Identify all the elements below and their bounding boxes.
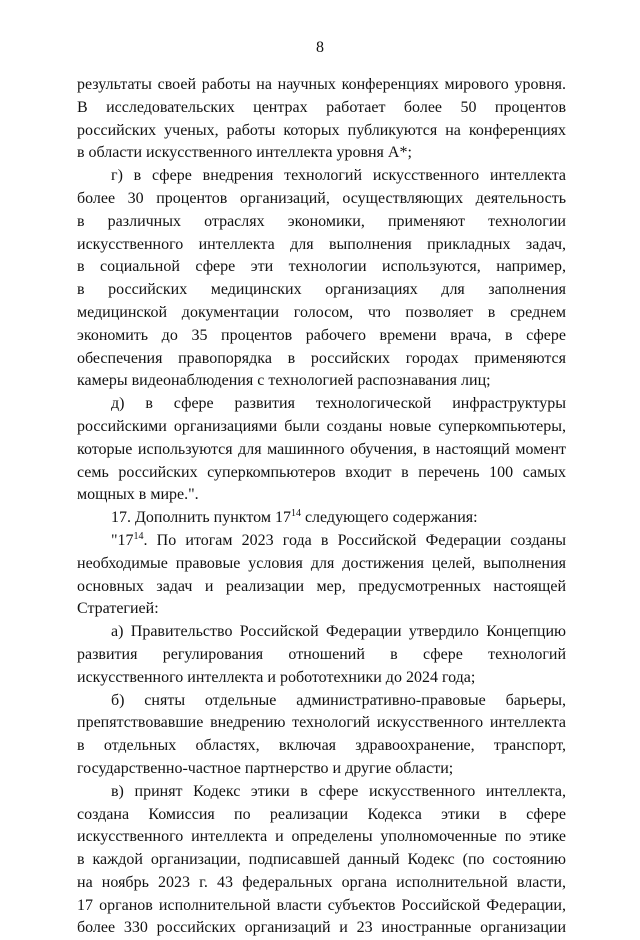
line-text: г) в сфере внедрения технологий искусственного интеллекта (111, 167, 566, 185)
line-text-tail: следующего содержания: (300, 509, 478, 527)
line-text: препятствовавшие внедрению технологий искусственного интеллекта (77, 714, 566, 732)
text-line (77, 256, 566, 279)
line-text: на ноябрь 2023 г. 43 федеральных органа исполнительной власти, (77, 873, 566, 891)
text-line (77, 553, 566, 576)
line-text: российских ученых, работы которых публикуются на конференциях (77, 121, 566, 139)
text-line (77, 735, 566, 758)
text-line (77, 598, 566, 621)
text-line (77, 74, 566, 97)
text-line (77, 895, 566, 918)
text-line (77, 234, 566, 257)
text-line (77, 826, 566, 849)
line-text: в отдельных областях, включая здравоохранение, транспорт, (77, 737, 566, 755)
line-text-tail: . По итогам 2023 года в Российской Федерации созданы (143, 531, 566, 549)
line-text: экономить до 35 процентов рабочего времени врача, в сфере (77, 326, 566, 344)
superscript: 14 (290, 508, 301, 520)
text-line (77, 211, 566, 234)
line-text: в различных отраслях экономики, применяют технологии (77, 212, 566, 230)
line-text: которые используются для машинного обучения, в настоящий момент (77, 440, 566, 458)
text-line (77, 188, 566, 211)
text-line (77, 439, 566, 462)
line-text: результаты своей работы на научных конференциях мирового уровня. (77, 76, 566, 93)
superscript: 14 (133, 530, 144, 542)
text-line (77, 484, 566, 507)
line-text: д) в сфере развития технологической инфраструктуры (111, 395, 566, 413)
text-line (77, 393, 566, 416)
line-text: искусственного интеллекта для выполнения прикладных задач, (77, 235, 566, 253)
line-text: необходимые правовые условия для достижения целей, выполнения (77, 554, 566, 572)
text-line (77, 279, 566, 302)
text-line (77, 576, 566, 599)
text-line (77, 644, 566, 667)
line-text: развития регулирования отношений в сфере технологий (77, 645, 566, 663)
line-text: "17 (111, 531, 134, 549)
text-line (77, 302, 566, 325)
line-text: б) сняты отдельные административно-правовые барьеры, (111, 691, 566, 709)
text-line (77, 917, 566, 940)
line-text: искусственного интеллекта и робототехники до 2024 года; (77, 668, 476, 686)
text-line (77, 165, 566, 188)
line-text: более 330 российских организаций и 23 иностранные организации (77, 919, 566, 937)
text-line (77, 507, 566, 530)
text-line (77, 872, 566, 895)
text-line (77, 621, 566, 644)
line-text: государственно-частное партнерство и другие области; (77, 759, 454, 777)
text-line (77, 120, 566, 143)
text-line (77, 849, 566, 872)
text-line (77, 804, 566, 827)
line-text: в социальной сфере эти технологии используются, например, (77, 258, 566, 276)
page-number: 8 (316, 39, 324, 56)
line-text: создана Комиссия по реализации Кодекса этики в сфере (77, 805, 566, 823)
line-text: 17 органов исполнительной власти субъектов Российской Федерации, (77, 896, 566, 914)
text-line (77, 370, 566, 393)
line-text: а) Правительство Российской Федерации утвердило Концепцию (111, 623, 566, 641)
text-line (77, 325, 566, 348)
line-text: семь российских суперкомпьютеров входит в перечень 100 самых (77, 463, 566, 481)
line-text: мощных в мире.". (77, 486, 199, 504)
document-body (77, 74, 566, 940)
line-text: искусственного интеллекта и определены уполномоченные по этике (77, 828, 566, 846)
line-text: в) принят Кодекс этики в сфере искусственного интеллекта, (111, 782, 566, 800)
line-text: в каждой организации, подписавшей данный Кодекс (по состоянию (77, 851, 566, 869)
line-text: российскими организациями были созданы новые суперкомпьютеры, (77, 417, 566, 435)
text-line (77, 97, 566, 120)
text-line (77, 781, 566, 804)
line-text: Стратегией: (77, 600, 159, 618)
line-text: медицинской документации голосом, что позволяет в среднем (77, 303, 566, 321)
line-text: камеры видеонаблюдения с технологией распознавания лиц; (77, 372, 491, 390)
text-line (77, 416, 566, 439)
line-text: более 30 процентов организаций, осуществляющих деятельность (77, 189, 566, 207)
line-text: 17. Дополнить пунктом 17 (111, 509, 291, 527)
text-line (77, 690, 566, 713)
text-line (77, 758, 566, 781)
text-line (77, 712, 566, 735)
line-text: в области искусственного интеллекта уровня А*; (77, 144, 412, 162)
text-line (77, 348, 566, 371)
text-line (77, 462, 566, 485)
line-text: В исследовательских центрах работает более 50 процентов (77, 98, 566, 116)
line-text: в российских медицинских организациях для заполнения (77, 281, 566, 299)
text-line (77, 530, 566, 553)
text-line (77, 667, 566, 690)
text-line (77, 142, 566, 165)
line-text: обеспечения правопорядка в российских городах применяются (77, 349, 566, 367)
line-text: основных задач и реализации мер, предусмотренных настоящей (77, 577, 566, 595)
